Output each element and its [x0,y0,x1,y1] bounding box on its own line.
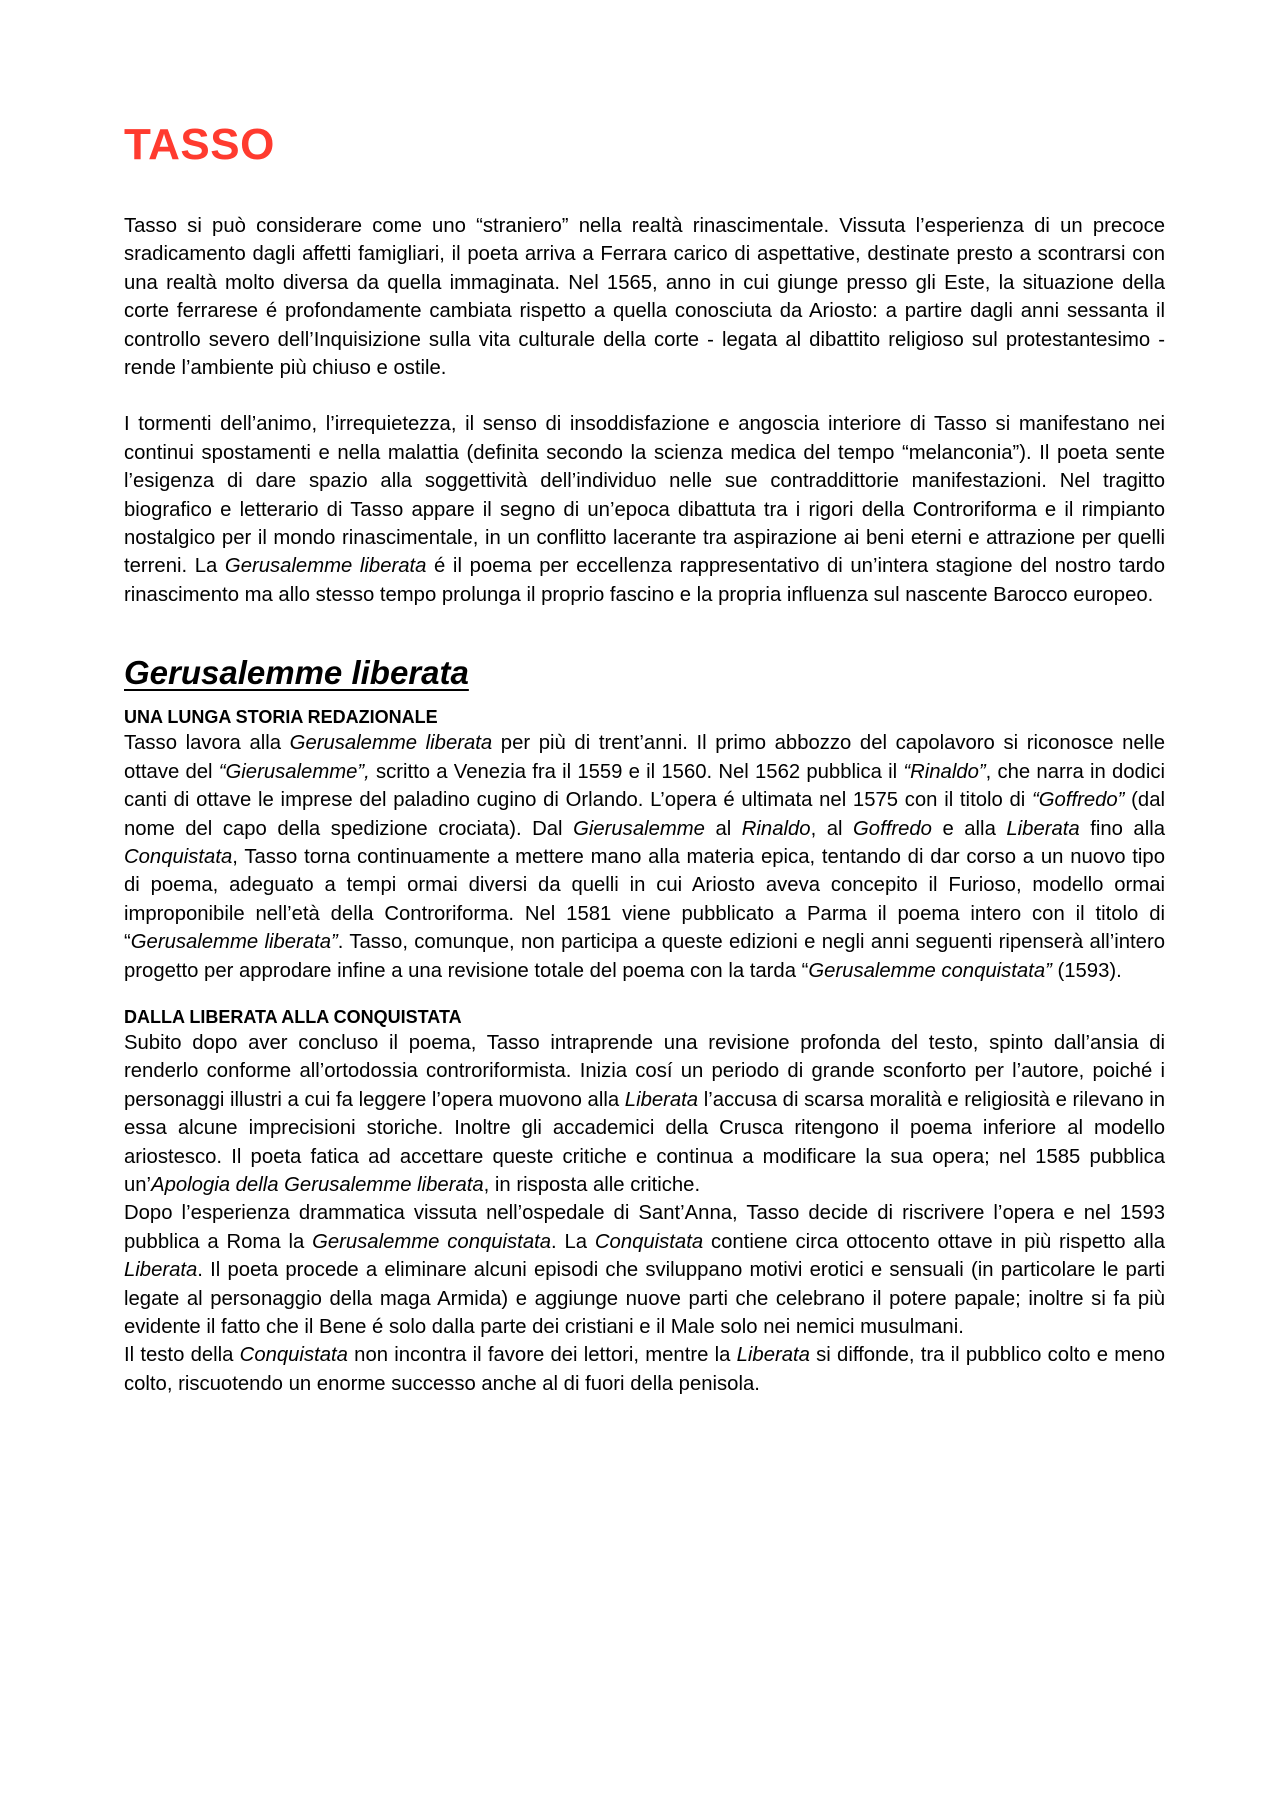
text-run: , al [810,817,854,840]
italic-title-run: Gerusalemme conquistata” [808,959,1052,982]
intro-paragraph-2 [124,410,1165,609]
intro-section [124,212,1165,609]
text-run: , Tasso torna continuamente a mettere mano alla materia epica, tentando di dar corso a un nuovo tipo di poema, adeguato a tempi ormai diversi da quelli in cui Ariosto aveva concepito il Furioso, modello ormai improponibile nell’età della Controriforma. Nel 1581 viene pubblicato a Parma il poema intero con il titolo di “ [124,845,1165,954]
body-paragraph [124,1199,1165,1341]
italic-title-run: “Goffredo” [1032,789,1125,812]
italic-title-run: Conquistata [594,1230,704,1253]
italic-title-run: Gerusalemme liberata [224,555,427,578]
body-paragraph [124,1029,1165,1199]
italic-title-run: Gierusalemme [573,817,705,840]
italic-title-run: Goffredo [853,817,932,840]
text-run: . Tasso, comunque, non participa a queste edizioni e negli anni seguenti ripenserà all’intero progetto per approdare infine a una revisione totale del poema con la tarda “ [124,931,1165,982]
italic-title-run: “Gierusalemme”, [218,760,370,783]
subsection-liberata-conquistata [124,1005,1165,1398]
italic-title-run: Liberata [736,1344,810,1367]
text-run: Dopo l’esperienza drammatica vissuta nell’ospedale di Sant’Anna, Tasso decide di riscrivere l’opera e nel 1593 pubblica a Roma la [124,1202,1165,1253]
italic-title-run: Conquistata [124,845,233,868]
text-run: scritto a Venezia fra il 1559 e il 1560. Nel 1562 pubblica il [369,760,904,783]
text-run: , in risposta alle critiche. [483,1173,701,1196]
text-run: l’accusa di scarsa moralità e religiosità e rilevano in essa alcune imprecisioni storiche. Inoltre gli accademici della Crusca ritengono il poema inferiore al modello ariostesco. Il poeta fatica ad accettare queste critiche e continua a modificare la sua opera; nel 1585 pubblica un’ [124,1088,1165,1196]
body-paragraph [124,1341,1165,1398]
text-run: contiene circa ottocento ottave in più rispetto alla [703,1230,1165,1253]
subsection-title: UNA LUNGA STORIA REDAZIONALE [124,707,438,728]
subsection-storia-redazionale [124,705,1165,985]
italic-title-run: Liberata [624,1088,699,1111]
text-run: Subito dopo aver concluso il poema, Tasso intraprende una revisione profonda del testo, spinto dall’ansia di renderlo conforme all’ortodossia controriformista. Inizia cosí un periodo di grande sconforto per l’autore, poiché i personaggi illustri a cui fa leggere l’opera muovono alla [124,1031,1165,1111]
italic-title-run: Apologia della Gerusalemme liberata [151,1173,484,1196]
text-run: si diffonde, tra il pubblico colto e meno colto, riscuotendo un enorme successo anche al di fuori della penisola. [124,1344,1165,1395]
text-run: Tasso si può considerare come uno “straniero” nella realtà rinascimentale. Vissuta l’esperienza di un precoce sradicamento dagli affetti famigliari, il poeta arriva a Ferrara carico di aspettative, destinate presto a scontrarsi con una realtà molto diversa da quella immaginata. Nel 1565, anno in cui giunge presso gli Este, la situazione della corte ferrarese é profondamente cambiata rispetto a quella conosciuta da Ariosto: a partire dagli anni sessanta il controllo severo dell’Inquisizione sulla vita culturale della corte - legata al dibattito religioso sul protestantesimo - rende l’ambiente più chiuso e ostile. [124,215,1165,380]
italic-title-run: Gerusalemme conquistata [312,1230,552,1253]
section-title: Gerusalemme liberata [124,654,469,692]
body-paragraph [124,729,1165,985]
italic-title-run: Liberata [1006,817,1080,840]
text-run: . Il poeta procede a eliminare alcuni episodi che sviluppano motivi erotici e sensuali (in particolare le parti legate al personaggio della maga Armida) e aggiunge nuove parti che celebrano il potere papale; inoltre si fa più evidente il fatto che il Bene é solo dalla parte dei cristiani e il Male solo nei nemici musulmani. [124,1259,1165,1338]
text-run: é il poema per eccellenza rappresentativo di un’intera stagione del nostro tardo rinascimento ma allo stesso tempo prolunga il proprio fascino e la propria influenza sul nascente Barocco europeo. [124,555,1165,606]
italic-title-run: “Rinaldo” [903,760,986,783]
text-run: Il testo della [124,1344,240,1367]
text-run: . La [551,1230,595,1253]
italic-title-run: Gerusalemme liberata [289,732,493,755]
text-run: per più di trent’anni. Il primo abbozzo del capolavoro si riconosce nelle ottave del [124,732,1166,783]
italic-title-run: Liberata [124,1259,198,1282]
intro-paragraph-1 [124,212,1165,382]
text-run: fino alla [1079,817,1165,840]
text-run: (dal nome del capo della spedizione crociata). Dal [124,789,1165,840]
text-run: non incontra il favore dei lettori, mentre la [347,1344,737,1367]
text-run: (1593). [1051,959,1122,982]
text-run: al [704,817,742,840]
italic-title-run: Conquistata [239,1344,348,1367]
italic-title-run: Gerusalemme liberata” [130,931,338,954]
page-title: TASSO [124,120,275,169]
text-run: I tormenti dell’animo, l’irrequietezza, il senso di insoddisfazione e angoscia interiore di Tasso si manifestano nei continui spostamenti e nella malattia (definita secondo la scienza medica del tempo “melanconia”). Il poeta sente l’esigenza di dare spazio alla soggettività dell’individuo nelle sue contraddittorie manifestazioni. Nel tragitto biografico e letterario di Tasso appare il segno di un’epoca dibattuta tra i rigori della Controriforma e il rimpianto nostalgico per il mondo rinascimentale, in un conflitto lacerante tra aspirazione ai beni eterni e attrazione per quelli terreni. La [124,413,1165,578]
text-run: , che narra in dodici canti di ottave le imprese del paladino cugino di Orlando. L’opera é ultimata nel 1575 con il titolo di [124,760,1165,812]
italic-title-run: Rinaldo [741,817,811,840]
text-run: e alla [931,817,1007,840]
text-run: Tasso lavora alla [124,732,290,755]
subsection-title: DALLA LIBERATA ALLA CONQUISTATA [124,1006,462,1027]
